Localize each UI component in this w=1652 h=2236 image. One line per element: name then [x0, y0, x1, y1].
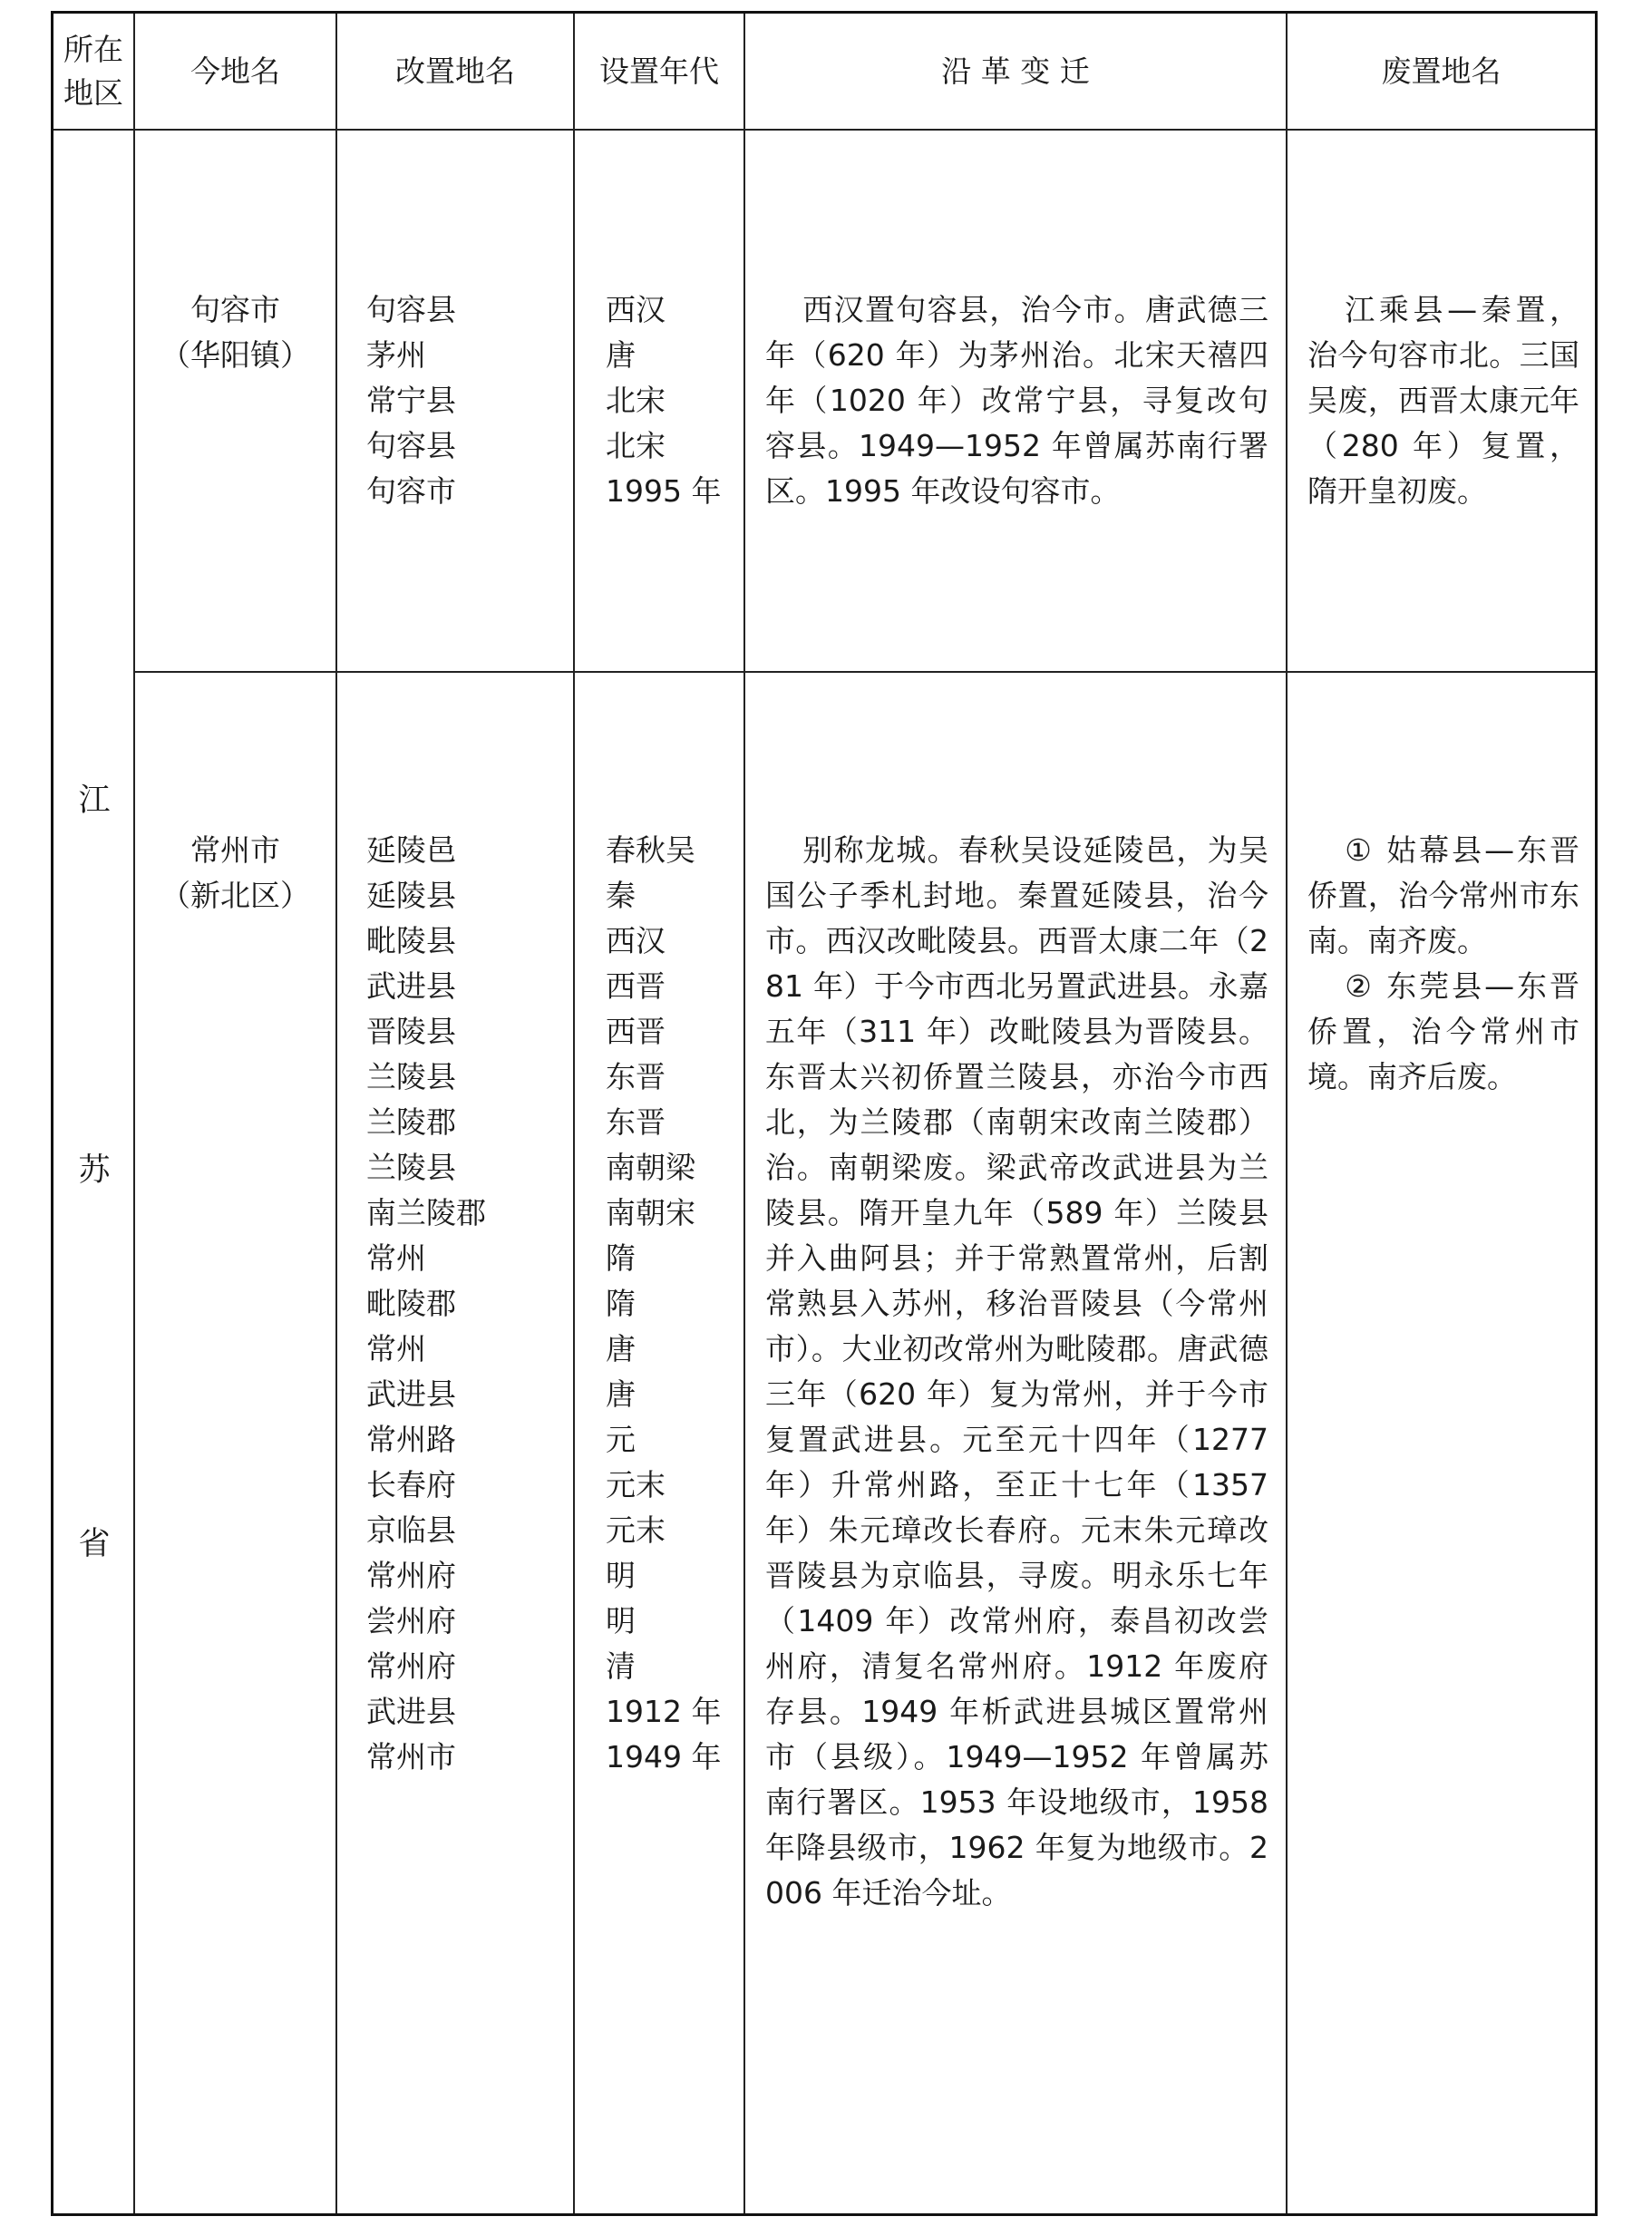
row1-current-name [135, 287, 335, 378]
era: 南朝梁 [606, 1150, 695, 1185]
old-name: 茅州 [366, 337, 426, 373]
abolished-entry: ② 东莞县—东晋侨置，治今常州市境。南齐后废。 [1307, 968, 1579, 1094]
old-name: 常州路 [366, 1422, 456, 1457]
era: 北宋 [606, 428, 666, 463]
old-name: 武进县 [366, 968, 456, 1004]
current-name-line: （华阳镇） [160, 337, 310, 373]
header-current-name: 今地名 [190, 53, 280, 89]
row2-history: 别称龙城。春秋吴设延陵邑，为吴国公子季札封地。秦置延陵县，治今市。西汉改毗陵县。西晋太康二年（281 年）于今市西北另置武进县。永嘉五年（311 年）改毗陵县为晋陵县。东晋太兴初侨置兰陵县，亦治今市西北，为兰陵郡（南朝宋改南兰陵郡）治。南朝梁废。梁武帝改武进县为兰陵县。隋开皇九年（589 年）兰陵县并入曲阿县；并于常熟置常州，后割常熟县入苏州，移治晋陵县（今常州市）。大业初改常州为毗陵郡。唐武德三年（620 年）复为常州，并于今市复置武进县。元至元十四年（1277 年）升常州路，至正十七年（1357 年）朱元璋改长春府。元末朱元璋改晋陵县为京临县，寻废。明永乐七年（1409 年）改常州府，泰昌初改尝州府，清复名常州府。1912 年废府存县。1949 年析武进县城区置常州市（县级）。1949—1952 年曾属苏南行署区。1953 年设地级市，1958 年降县级市，1962 年复为地级市。2006 年迁治今址。 [765, 832, 1268, 1910]
era: 清 [606, 1648, 636, 1684]
era: 元末 [606, 1512, 666, 1548]
column-divider [335, 14, 337, 2213]
gazetteer-table [51, 11, 1598, 2216]
row2-abolished [1307, 828, 1579, 1100]
era: 北宋 [606, 383, 666, 418]
era: 明 [606, 1558, 636, 1593]
abolished-entry: ① 姑幕县—东晋侨置，治今常州市东南。南齐废。 [1307, 832, 1579, 958]
era: 西汉 [606, 292, 666, 327]
current-name-line: 常州市 [190, 832, 280, 868]
era: 西汉 [606, 923, 666, 958]
era: 东晋 [606, 1104, 666, 1140]
old-name: 京临县 [366, 1512, 456, 1548]
era: 隋 [606, 1240, 636, 1276]
old-name: 尝州府 [366, 1603, 456, 1638]
era: 东晋 [606, 1059, 666, 1094]
era: 西晋 [606, 1014, 666, 1049]
row2-eras [606, 828, 743, 1780]
old-name: 常州 [366, 1331, 426, 1366]
old-name: 常州府 [366, 1558, 456, 1593]
era: 南朝宋 [606, 1195, 695, 1230]
era: 元 [606, 1422, 636, 1457]
old-name: 句容市 [366, 473, 456, 509]
current-name-line: 句容市 [190, 292, 280, 327]
old-name: 武进县 [366, 1376, 456, 1412]
old-name: 毗陵郡 [366, 1286, 456, 1321]
row2-current-name [135, 828, 335, 919]
old-name: 晋陵县 [366, 1014, 456, 1049]
column-divider [1286, 14, 1288, 2213]
era: 春秋吴 [606, 832, 695, 868]
era: 唐 [606, 1331, 636, 1366]
column-divider [743, 14, 745, 2213]
header-abolished: 废置地名 [1381, 53, 1501, 89]
row1-eras [606, 287, 743, 514]
era: 秦 [606, 878, 636, 913]
era: 明 [606, 1603, 636, 1638]
era: 唐 [606, 1376, 636, 1412]
row1-old-names [366, 287, 573, 514]
old-name: 常州市 [366, 1739, 456, 1774]
old-name: 南兰陵郡 [366, 1195, 486, 1230]
row1-abolished: 江乘县—秦置，治今句容市北。三国吴废，西晋太康元年（280 年）复置，隋开皇初废。 [1307, 292, 1579, 509]
region-char: 省 [78, 1526, 111, 1562]
old-name: 武进县 [366, 1694, 456, 1729]
old-name: 常州府 [366, 1648, 456, 1684]
old-name: 延陵县 [366, 878, 456, 913]
row-divider [133, 671, 1595, 673]
old-name: 兰陵县 [366, 1150, 456, 1185]
header-old-name: 改置地名 [395, 53, 515, 89]
row2-old-names [366, 828, 573, 1780]
region-char: 江 [78, 783, 111, 819]
column-divider [573, 14, 575, 2213]
old-name: 句容县 [366, 292, 456, 327]
old-name: 句容县 [366, 428, 456, 463]
header-history: 沿 革 变 迁 [941, 53, 1090, 89]
era: 元末 [606, 1467, 666, 1502]
era: 1995 年 [606, 473, 722, 509]
era: 唐 [606, 337, 636, 373]
old-name: 毗陵县 [366, 923, 456, 958]
region-char: 苏 [78, 1152, 111, 1189]
era: 1949 年 [606, 1739, 722, 1774]
header-era: 设置年代 [599, 53, 719, 89]
row1-history: 西汉置句容县，治今市。唐武德三年（620 年）为茅州治。北宋天禧四年（1020 年）改常宁县，寻复改句容县。1949—1952 年曾属苏南行署区。1995 年改设句容市。 [765, 292, 1268, 509]
header-region: 所在地区 [63, 32, 123, 111]
era: 1912 年 [606, 1694, 722, 1729]
old-name: 常州 [366, 1240, 426, 1276]
old-name: 兰陵郡 [366, 1104, 456, 1140]
old-name: 常宁县 [366, 383, 456, 418]
old-name: 兰陵县 [366, 1059, 456, 1094]
old-name: 延陵邑 [366, 832, 456, 868]
region-cell [53, 131, 135, 2213]
old-name: 长春府 [366, 1467, 456, 1502]
era: 隋 [606, 1286, 636, 1321]
current-name-line: （新北区） [160, 878, 310, 913]
era: 西晋 [606, 968, 666, 1004]
